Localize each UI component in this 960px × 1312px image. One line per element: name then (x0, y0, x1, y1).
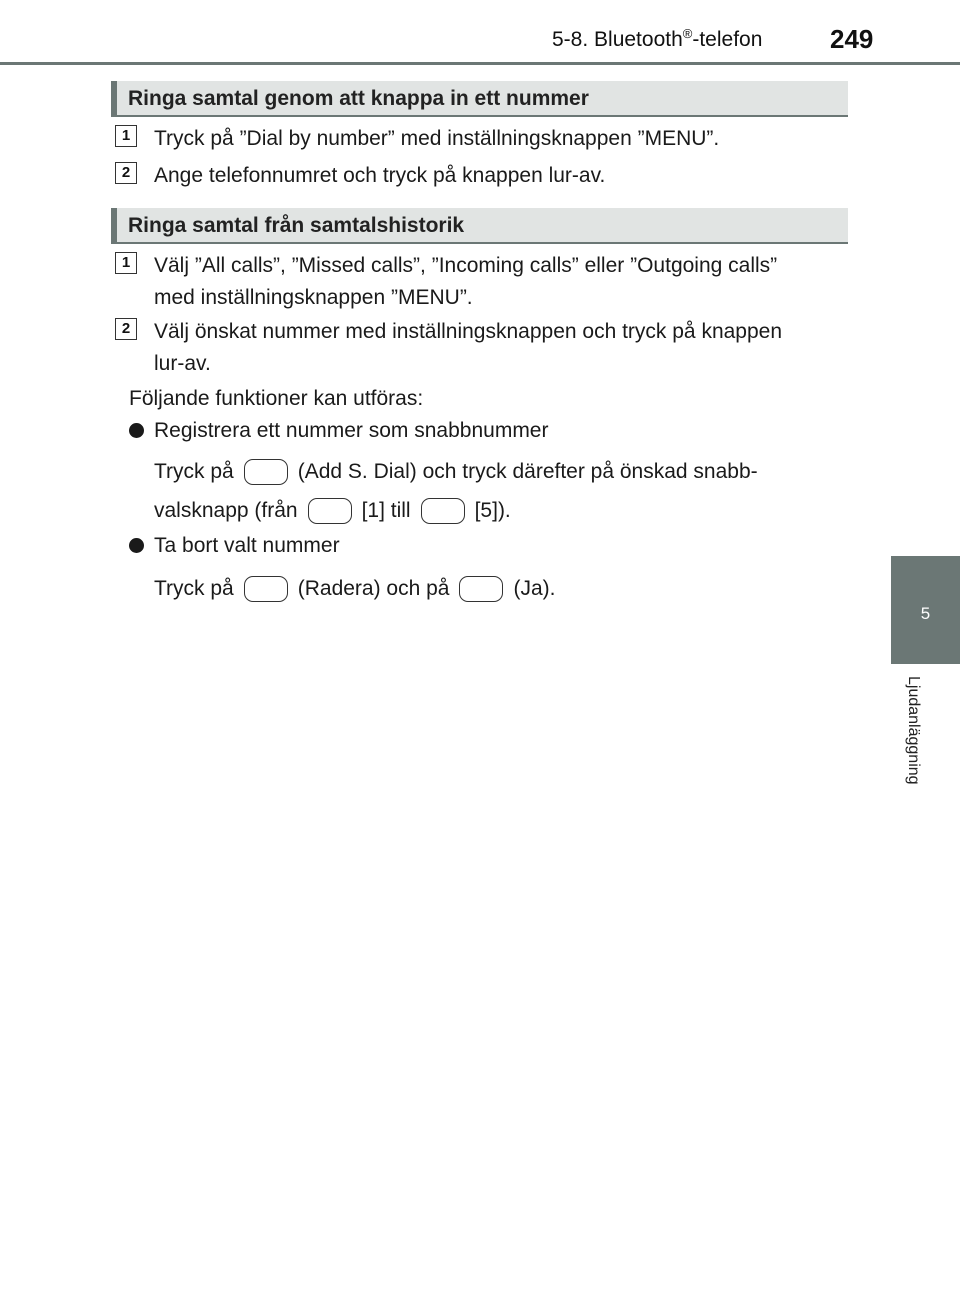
bullet-dot (129, 423, 144, 438)
instruction-text: Tryck på (154, 460, 234, 483)
step-text: Tryck på ”Dial by number” med inställningsknappen ”MENU”. (154, 127, 720, 150)
bullet-instruction-line1 (154, 574, 555, 604)
chapter-number: 5 (920, 604, 931, 623)
instruction-text: [5]). (474, 499, 511, 522)
bullet-instruction-line1 (154, 457, 840, 487)
page-number: 249 (830, 24, 874, 54)
instruction-text: [1] till (361, 499, 411, 522)
section-header-suffix: -telefon (692, 28, 763, 51)
bullet-instruction-line2 (154, 496, 511, 526)
registered-mark: ® (682, 26, 693, 41)
instruction-text: valsknapp (från (154, 499, 298, 522)
header-divider (0, 62, 960, 65)
functions-intro: Följande funktioner kan utföras: (129, 387, 424, 410)
instruction-text: Tryck på (154, 577, 234, 600)
chapter-tab (891, 556, 960, 664)
step-number-badge: 1 (115, 252, 137, 274)
bullet-dot (129, 538, 144, 553)
section-header (552, 28, 762, 52)
step-text-line2: med inställningsknappen ”MENU”. (154, 286, 473, 309)
step-number-badge: 2 (115, 162, 137, 184)
chapter-label: Ljudanläggning (905, 676, 922, 785)
yes-key-icon (459, 576, 503, 602)
step-number-badge: 2 (115, 318, 137, 340)
bullet-title: Registrera ett nummer som snabbnummer (154, 419, 549, 442)
speed-dial-5-key-icon (421, 498, 465, 524)
step-text: Ange telefonnumret och tryck på knappen lur-av. (154, 164, 606, 187)
speed-dial-1-key-icon (308, 498, 352, 524)
instruction-text: (Radera) och på (297, 577, 450, 600)
delete-key-icon (244, 576, 288, 602)
step-text-line1: Välj önskat nummer med inställningsknappen och tryck på knappen (154, 320, 783, 343)
step-text-line2: lur-av. (154, 352, 211, 375)
instruction-text: (Add S. Dial) och tryck därefter på önskad snabb- (297, 460, 758, 483)
section-heading-text: Ringa samtal genom att knappa in ett nummer (128, 87, 589, 110)
section-header-main: 5-8. Bluetooth (552, 28, 683, 51)
add-speed-dial-key-icon (244, 459, 288, 485)
section-heading-text: Ringa samtal från samtalshistorik (128, 214, 465, 237)
step-text-line1: Välj ”All calls”, ”Missed calls”, ”Incoming calls” eller ”Outgoing calls” (154, 254, 778, 277)
bullet-title: Ta bort valt nummer (154, 534, 340, 557)
instruction-text: (Ja). (513, 577, 556, 600)
section-heading-dial-number (111, 81, 848, 117)
section-heading-call-history (111, 208, 848, 244)
step-number-badge: 1 (115, 125, 137, 147)
